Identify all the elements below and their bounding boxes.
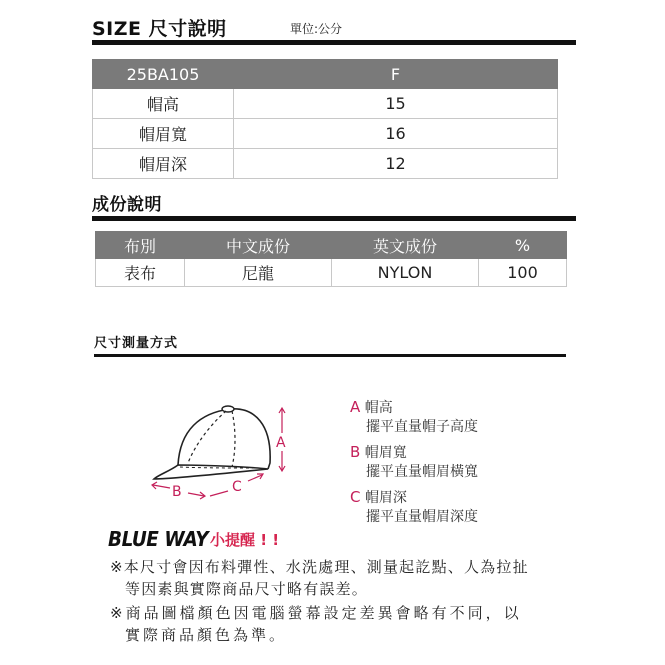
cap-seam: [232, 411, 235, 467]
table-row: [93, 149, 558, 179]
table-row: [96, 259, 567, 287]
material-header-english: 英文成份: [332, 232, 479, 259]
diagram-label-b: B: [172, 484, 182, 500]
size-row-value: 12: [234, 149, 558, 179]
brand-logo: BLUE WAY: [108, 527, 209, 551]
arrow-c-right: [248, 475, 262, 481]
arrow-c-left: [210, 491, 228, 496]
note-line: ※商品圖檔顏色因電腦螢幕設定差異會略有不同，以: [110, 604, 522, 622]
size-row-value: 16: [234, 119, 558, 149]
diagram-label-c: C: [232, 479, 242, 495]
material-section-title: 成份說明: [92, 195, 162, 215]
size-table: [92, 59, 558, 179]
table-row: [93, 119, 558, 149]
note-line: 實際商品顏色為準。: [125, 626, 288, 644]
legend-item-b: [350, 443, 478, 463]
size-row-label: 帽眉深: [93, 149, 234, 179]
size-row-value: 15: [234, 89, 558, 119]
cap-crown-outline: [178, 409, 270, 469]
size-row-label: 帽高: [93, 89, 234, 119]
legend: [350, 398, 478, 527]
measure-section-title: 尺寸測量方式: [94, 336, 179, 351]
legend-name: 帽眉深: [364, 490, 407, 506]
legend-name: 帽眉寬: [364, 445, 407, 461]
legend-name: 帽高: [364, 400, 393, 416]
unit-label: 單位:公分: [290, 22, 343, 36]
legend-item-c: [350, 488, 478, 508]
size-table-header-size: F: [234, 60, 558, 89]
note-line: ※本尺寸會因布料彈性、水洗處理、測量起訖點、人為拉扯: [110, 558, 529, 576]
legend-desc: 擺平直量帽眉橫寬: [366, 464, 478, 480]
cap-brim: [154, 465, 268, 479]
material-section-rule: [92, 216, 576, 221]
diagram-label-a: A: [276, 435, 286, 451]
cap-seam: [188, 411, 226, 463]
arrow-b-left: [153, 485, 170, 488]
material-header-percent: %: [479, 232, 567, 259]
material-header-fabric: 布別: [96, 232, 185, 259]
material-table: [95, 231, 567, 287]
reminder-note: [110, 556, 580, 600]
material-cell: 100: [479, 259, 567, 287]
material-cell: NYLON: [332, 259, 479, 287]
size-section-rule: [92, 40, 576, 45]
size-section-title: SIZE 尺寸說明: [92, 18, 227, 40]
reminder-title: 小提醒 ! !: [210, 531, 280, 549]
legend-item-a: [350, 398, 478, 418]
cap-diagram: [140, 395, 320, 510]
legend-desc: 擺平直量帽眉深度: [366, 509, 478, 525]
size-row-label: 帽眉寬: [93, 119, 234, 149]
legend-desc: 擺平直量帽子高度: [366, 419, 478, 435]
table-row: [93, 89, 558, 119]
legend-key: A: [350, 398, 361, 416]
measure-section-rule: [94, 354, 566, 357]
size-table-header-style: 25BA105: [93, 60, 234, 89]
legend-key: B: [350, 443, 361, 461]
note-line: 等因素與實際商品尺寸略有誤差。: [125, 580, 369, 598]
reminder-note: [110, 602, 580, 646]
material-cell: 表布: [96, 259, 185, 287]
material-header-chinese: 中文成份: [185, 232, 332, 259]
material-cell: 尼龍: [185, 259, 332, 287]
legend-key: C: [350, 488, 361, 506]
